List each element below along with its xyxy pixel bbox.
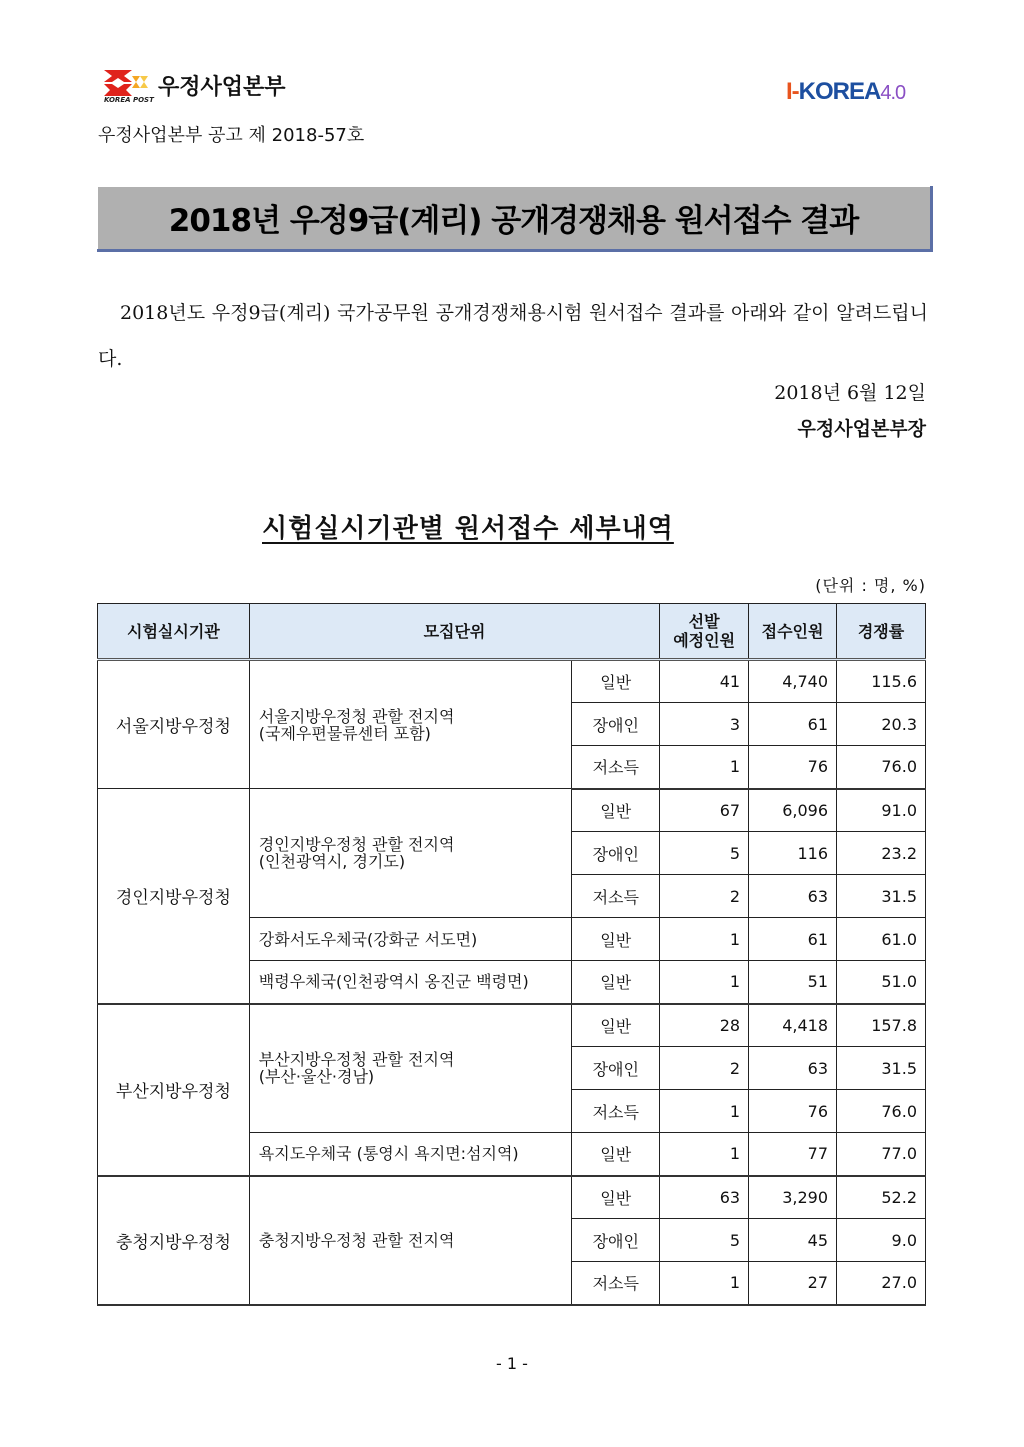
header-unit: 모집단위	[249, 604, 659, 660]
unit-cell	[249, 789, 572, 918]
korea-post-logo	[102, 68, 302, 108]
planned-cell: 28	[660, 1004, 749, 1047]
logo-subtext: KOREA POST	[104, 96, 154, 104]
ratio-cell: 157.8	[837, 1004, 926, 1047]
category-cell: 일반	[572, 961, 660, 1004]
signer: 우정사업본부장	[797, 418, 926, 440]
category-cell: 일반	[572, 918, 660, 961]
intro-paragraph: 2018년도 우정9급(계리) 국가공무원 공개경쟁채용시험 원서접수 결과를 아래와 같이 알려드립니다.	[98, 302, 928, 370]
applicants-cell: 3,290	[749, 1176, 837, 1219]
unit-cell	[249, 660, 572, 789]
header-applicants: 접수인원	[749, 604, 837, 660]
notice-number: 우정사업본부 공고 제 2018-57호	[98, 125, 365, 146]
header-ratio: 경쟁률	[837, 604, 926, 660]
korea-post-emblem-icon	[102, 68, 156, 98]
category-cell: 저소득	[572, 1262, 660, 1305]
i-korea-logo	[786, 78, 905, 106]
planned-cell: 1	[660, 918, 749, 961]
planned-cell: 1	[660, 1262, 749, 1305]
category-cell: 장애인	[572, 832, 660, 875]
unit-name-line1: 서울지방우정청 관할 전지역	[258, 706, 455, 726]
category-cell: 장애인	[572, 703, 660, 746]
applicants-cell: 63	[749, 875, 837, 918]
table-row	[98, 660, 926, 703]
ratio-cell: 51.0	[837, 961, 926, 1004]
category-cell: 일반	[572, 789, 660, 832]
org-cell: 충청지방우정청	[98, 1176, 250, 1305]
document-title: 2018년 우정9급(계리) 공개경쟁채용 원서접수 결과	[168, 203, 859, 239]
planned-cell: 2	[660, 1047, 749, 1090]
ratio-cell: 61.0	[837, 918, 926, 961]
category-cell: 저소득	[572, 1090, 660, 1133]
applicants-cell: 4,418	[749, 1004, 837, 1047]
planned-cell: 3	[660, 703, 749, 746]
applicants-cell: 116	[749, 832, 837, 875]
unit-name-line2: (부산·울산·경남)	[258, 1067, 375, 1087]
table-row	[98, 1176, 926, 1219]
document-title-box	[97, 186, 933, 252]
planned-cell: 5	[660, 832, 749, 875]
unit-cell: 강화서도우체국(강화군 서도면)	[249, 918, 572, 961]
applicants-cell: 45	[749, 1219, 837, 1262]
planned-cell: 41	[660, 660, 749, 703]
org-cell: 경인지방우정청	[98, 789, 250, 1004]
planned-cell: 1	[660, 961, 749, 1004]
applicants-cell: 76	[749, 746, 837, 789]
section-title: 시험실시기관별 원서접수 세부내역	[262, 514, 674, 544]
unit-name-line2: (국제우편물류센터 포함)	[258, 723, 431, 743]
ratio-cell: 23.2	[837, 832, 926, 875]
logo-text: 우정사업본부	[158, 75, 286, 100]
unit-cell	[249, 1004, 572, 1133]
category-cell: 장애인	[572, 1219, 660, 1262]
page-number: - 1 -	[496, 1354, 528, 1373]
table-header-row	[98, 604, 926, 660]
ratio-cell: 27.0	[837, 1262, 926, 1305]
ikorea-word: KOREA	[798, 78, 881, 105]
header-org: 시험실시기관	[98, 604, 250, 660]
applications-table	[97, 603, 926, 1306]
planned-cell: 63	[660, 1176, 749, 1219]
planned-cell: 2	[660, 875, 749, 918]
planned-cell: 1	[660, 1090, 749, 1133]
unit-cell: 충청지방우정청 관할 전지역	[249, 1176, 572, 1305]
applicants-cell: 27	[749, 1262, 837, 1305]
planned-cell: 5	[660, 1219, 749, 1262]
category-cell: 일반	[572, 1133, 660, 1176]
applicants-cell: 61	[749, 703, 837, 746]
applicants-cell: 61	[749, 918, 837, 961]
category-cell: 일반	[572, 660, 660, 703]
applicants-cell: 51	[749, 961, 837, 1004]
org-cell: 서울지방우정청	[98, 660, 250, 789]
ratio-cell: 76.0	[837, 746, 926, 789]
unit-note: (단위 : 명, %)	[815, 576, 926, 595]
ratio-cell: 20.3	[837, 703, 926, 746]
table-row	[98, 789, 926, 832]
ikorea-prefix: I-	[786, 78, 799, 105]
ratio-cell: 31.5	[837, 1047, 926, 1090]
applicants-cell: 77	[749, 1133, 837, 1176]
ratio-cell: 76.0	[837, 1090, 926, 1133]
ratio-cell: 31.5	[837, 875, 926, 918]
category-cell: 일반	[572, 1004, 660, 1047]
unit-name-line1: 부산지방우정청 관할 전지역	[258, 1050, 455, 1070]
unit-cell: 욕지도우체국 (통영시 욕지면:섬지역)	[249, 1133, 572, 1176]
unit-name-line2: (인천광역시, 경기도)	[258, 852, 406, 871]
applicants-cell: 6,096	[749, 789, 837, 832]
unit-name-line1: 경인지방우정청 관할 전지역	[258, 835, 455, 854]
header-planned-line1: 선발	[688, 612, 720, 631]
applicants-cell: 76	[749, 1090, 837, 1133]
category-cell: 저소득	[572, 746, 660, 789]
header-planned	[660, 604, 749, 660]
category-cell: 장애인	[572, 1047, 660, 1090]
unit-cell: 백령우체국(인천광역시 옹진군 백령면)	[249, 961, 572, 1004]
applicants-cell: 63	[749, 1047, 837, 1090]
org-cell: 부산지방우정청	[98, 1004, 250, 1176]
announcement-date: 2018년 6월 12일	[774, 382, 926, 404]
table-row	[98, 1004, 926, 1047]
applicants-cell: 4,740	[749, 660, 837, 703]
planned-cell: 67	[660, 789, 749, 832]
planned-cell: 1	[660, 1133, 749, 1176]
planned-cell: 1	[660, 746, 749, 789]
ratio-cell: 9.0	[837, 1219, 926, 1262]
category-cell: 일반	[572, 1176, 660, 1219]
category-cell: 저소득	[572, 875, 660, 918]
ratio-cell: 115.6	[837, 660, 926, 703]
header-planned-line2: 예정인원	[673, 631, 736, 650]
ikorea-version: 4.0	[880, 82, 906, 104]
ratio-cell: 52.2	[837, 1176, 926, 1219]
ratio-cell: 91.0	[837, 789, 926, 832]
ratio-cell: 77.0	[837, 1133, 926, 1176]
